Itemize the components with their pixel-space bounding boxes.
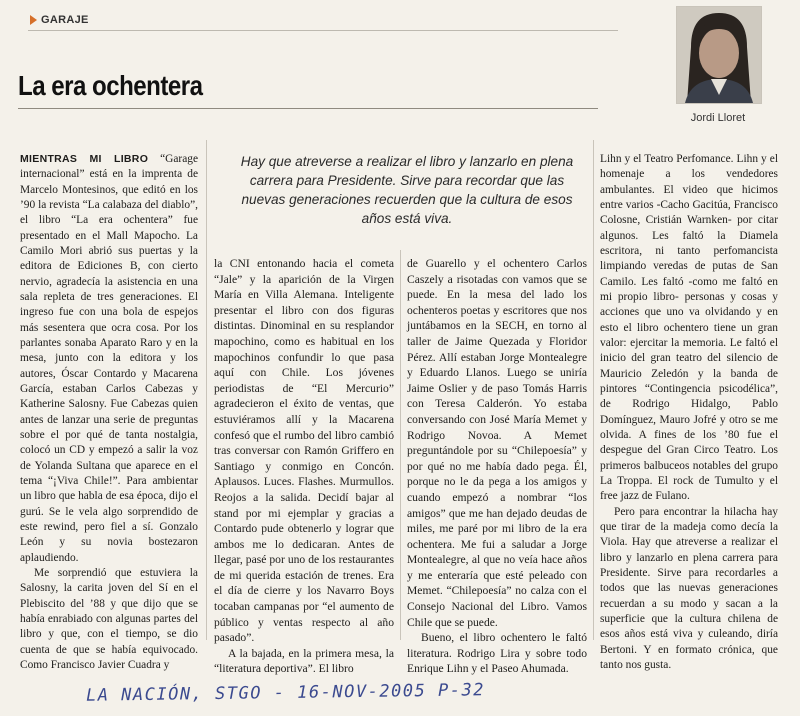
- article-column-4: [600, 152, 778, 673]
- top-divider: [28, 30, 618, 31]
- paragraph: Me sorprendió que estuviera la Salosny, la carita joven del Sí en el Plebiscito del ’88 y que dijo que se había enrabiado con algunas partes del libro y que, con el tiempo, se dio cuenta de que se había equivocado. Como Francisco Javier Cuadra y: [20, 566, 198, 671]
- handwritten-source-note: LA NACIÓN, STGO - 16-NOV-2005 P-32: [85, 680, 486, 706]
- paragraph: Bueno, el libro ochentero le faltó literatura. Rodrigo Lira y sobre todo Enrique Lihn y el Paseo Ahumada.: [407, 631, 587, 676]
- paragraph: la CNI entonando hacia el cometa “Jale” y la aparición de la Virgen María en Villa Alemana. Inteligente presentar el libro con dos figuras distintas. Dinominal en su resplandor mapochino, como es habitual en los mapochinos confundir lo que pasa aquí con Chile. Los jóvenes periodistas de “El Mercurio” agradecieron el éxito de ventas, que estuviéramos allí y la Macarena confesó que el rumbo del libro cambió tras conversar con Ramón Griffero en Santiago y conmigo en Concón. Aplausos. Luces. Flashes. Murmullos. Reojos a la salida. Decidí bajar al stand por mi ejemplar y gracias a Contardo pude obtenerlo y lograr que ambos me lo dedicaran. Antes de llegar, pasé por uno de los restaurantes de mi querida estación de trenes. Era el día de cierre y los Navarro Boys tocaban campanas por “el aumento de público y ventas respecto al año pasado”.: [214, 257, 394, 645]
- paragraph: “Garage internacional” está en la imprenta de Marcelo Montesinos, que editó en los ’90 la revista “La calabaza del diablo”, el libro “La era ochentera” fue presentado en el Mall Mapocho. La Camilo Mori abrió sus puertas y la editora de Ediciones B, con cierto nervio, agradecía la asistencia en una sala repleta de tres generaciones. El ingreso fue con una bola de espejos más sesentera que ocra cosa. Por los parlantes sonaba Aparato Raro y en la mesa, junto con la editora y los autores, Óscar Contardo y Macarena García, estaban Carlos Cabezas y Katherine Salosny. Fue Cabezas quien antes de lanzar una serie de preguntas sobre el por qué de tanta nostalgia, colocó un CD y empezó a salir la voz de Yolanda Sultana que aparece en el tema “¡Viva Chile!”. Para ambientar un libro que habla de esa época, dijo el gurú. Se le vela algo sorprendido de este rewind, pero fiel a sí. Gonzalo León y su novia bostezaron aplaudiendo.: [20, 153, 198, 564]
- section-tag-label: GARAJE: [41, 14, 89, 26]
- pull-quote: Hay que atreverse a realizar el libro y lanzarlo en plena carrera para Presidente. Sirve para recordar que las nuevas generaciones recuerden que la cultura de esos años está viva.: [240, 154, 574, 226]
- column-divider: [206, 140, 207, 640]
- lead-in: MIENTRAS MI LIBRO: [20, 153, 149, 165]
- headline-divider: [18, 108, 598, 109]
- section-arrow-icon: [30, 15, 37, 25]
- author-byline: Jordi Lloret: [690, 112, 746, 124]
- section-tag: [30, 14, 89, 26]
- author-photo: [676, 6, 762, 104]
- column-divider: [400, 250, 401, 640]
- author-portrait-icon: [677, 7, 761, 103]
- article-column-2: [214, 256, 394, 677]
- headline: La era ochentera: [18, 70, 203, 101]
- column-divider: [593, 140, 594, 640]
- article-column-3: [407, 256, 587, 677]
- article-column-1: [20, 152, 198, 673]
- paragraph: A la bajada, en la primera mesa, la “literatura deportiva”. El libro: [214, 646, 394, 676]
- paragraph: Lihn y el Teatro Perfomance. Lihn y el homenaje a los vendedores ambulantes. El video que hicimos entre varios -Cacho Gacitúa, Francisco Colosne, Cristián Warnken- por citar algunos. Les faltó la Diamela escritora, ni tanto perfomancista limpiando veredas de putas de San Camilo. Les faltó -como me faltó en mi propio libro- personas y cosas y acciones que uno va olvidando y en esto el libro ochentero tiene un gran valor: ejercitar la memoria. Le faltó el inicio del gran teatro del silencio de Mauricio Zeledón y la banda de pintores “Contingencia psicodélica”, de Rodrigo Hidalgo, Pablo Domínguez, Mauro Jofré y otro se me olvida. A fines de los ’80 fue el despegue del Gran Circo Teatro. Los primeros balbuceos notables del grupo La Troppa. El rock de Tumulto y el free jazz de Fulano.: [600, 153, 778, 503]
- paragraph: Pero para encontrar la hilacha hay que tirar de la madeja como decía la Viola. Hay que atreverse a realizar el libro y lanzarlo en plena carrera para Presidente. Sirve para recordarles a todos que las nuevas generaciones recuerdan a su modo y sacan a la superficie que la cultura chilena de esos años está viva y culeando, diría Bertoni. Y en formato crónica, que tanto nos gusta.: [600, 505, 778, 671]
- paragraph: de Guarello y el ochentero Carlos Caszely a risotadas con vamos que se puede. En la mesa del lado los ochenteros poetas y escritores que nos juntábamos en la SECH, en torno al taller de Jaime Quezada y Floridor Pérez. Allí estaban Jorge Montealegre y Eduardo Llanos. Luego se uniría Jaime Oslier y de paso Tomás Harris con Teresa Calderón. Yo estaba conversando con José María Memet y Rodrigo Novoa. A Memet preguntándole por su “Chilepoesía” y por qué no me había dado pega. Él, porque no le da pega a los amigos y cuando empezó a nombrar “los amigos” que me han dejado deudas de miles, me paré por mi libro de la era ochentera. Me fui a saludar a Jorge Montealegre, al que no veía hace años y me enteraría que esté peleado con Memet. “Chilepoesía” no calza con el Consejo Nacional del Libro. Vamos Chile que se puede.: [407, 257, 587, 629]
